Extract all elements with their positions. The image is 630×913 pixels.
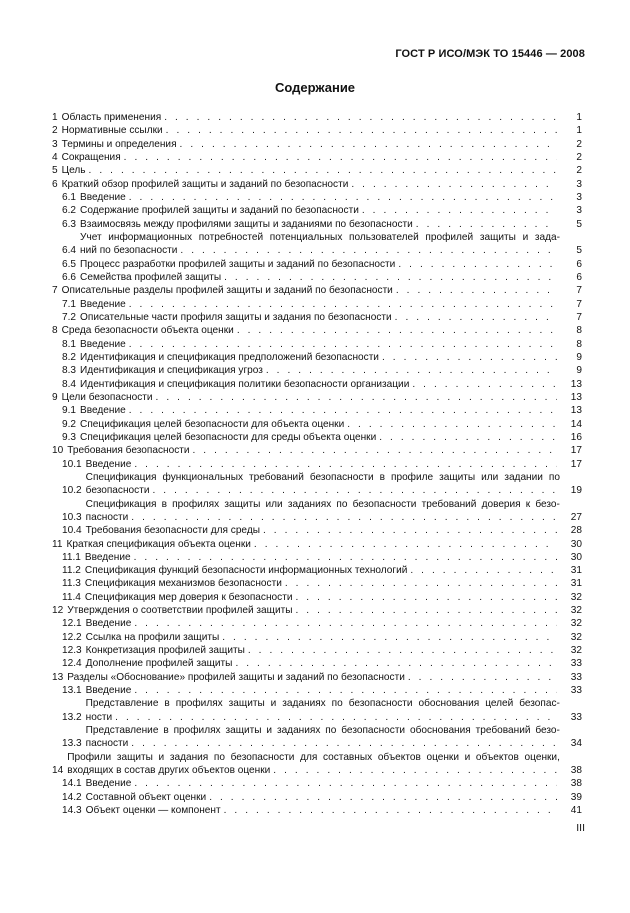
toc-entry-number: 12.3 [62, 645, 82, 657]
toc-entry[interactable] [52, 218, 582, 231]
toc-entry-page: 28 [570, 525, 582, 537]
toc-entry-number: 12.2 [62, 631, 82, 643]
toc-entry[interactable] [52, 644, 582, 657]
toc-entry-title: Идентификация и спецификация предположений безопасности [80, 351, 379, 363]
toc-entry-number: 10.3 [62, 511, 82, 523]
toc-entry[interactable] [52, 151, 582, 164]
toc-entry-title: пасности [85, 738, 129, 750]
toc-entry-title-line: Учет информационных потребностей потенциальных пользователей профилей защиты и зада- [80, 231, 560, 243]
toc-entry-title: Спецификация мер доверия к безопасности [84, 591, 293, 603]
toc-entry-title: Сокращения [61, 151, 121, 163]
toc-entry[interactable] [52, 671, 582, 684]
toc-entry[interactable] [52, 231, 582, 258]
dot-leader [209, 791, 557, 804]
toc-entry-title: Цель [61, 165, 86, 177]
toc-entry-number: 14.2 [62, 791, 82, 803]
toc-entry-page: 9 [576, 351, 582, 363]
dot-leader [193, 444, 558, 457]
dot-leader [382, 351, 557, 364]
toc-entry-title-line: Представление в профилях защиты и заданиях по безопасности обоснования требований безо- [85, 725, 560, 737]
toc-entry-page: 41 [570, 805, 582, 817]
toc-entry-number: 9.2 [62, 418, 77, 430]
dot-leader [124, 151, 557, 164]
toc-entry-number: 12 [52, 605, 64, 617]
toc-entry-title: Спецификация целей безопасности для среды объекта оценки [80, 431, 377, 443]
dot-leader [296, 604, 558, 617]
dot-leader [224, 271, 557, 284]
toc-entry-title: Требования безопасности [67, 445, 190, 457]
toc-entry[interactable] [52, 284, 582, 297]
toc-entry-title: ности [85, 711, 113, 723]
toc-entry[interactable] [52, 538, 582, 551]
toc-entry-title: Цели безопасности [61, 391, 153, 403]
toc-entry-title-line: Профили защиты и задания по безопасности для составных объектов оценки и объектов оценки, [67, 751, 560, 763]
toc-entry-title: безопасности [85, 485, 150, 497]
toc-entry-number: 12.1 [62, 618, 82, 630]
toc-entry-title: Краткая спецификация объекта оценки [66, 538, 251, 550]
toc-entry-number: 4 [52, 151, 58, 163]
dot-leader [129, 404, 557, 417]
toc-entry[interactable] [52, 724, 582, 751]
toc-entry-number: 13 [52, 671, 64, 683]
toc-entry[interactable] [52, 551, 582, 564]
dot-leader [134, 684, 557, 697]
toc-entry-page: 3 [576, 205, 582, 217]
toc-entry[interactable] [52, 684, 582, 697]
toc-entry[interactable] [52, 617, 582, 630]
toc-entry-page: 2 [576, 138, 582, 150]
dot-leader [408, 671, 557, 684]
toc-entry-number: 11 [52, 538, 63, 550]
toc-entry-page: 2 [576, 165, 582, 177]
dot-leader [398, 258, 557, 271]
toc-entry-page: 32 [570, 618, 582, 630]
toc-entry[interactable] [52, 178, 582, 191]
toc-entry-page: 8 [576, 325, 582, 337]
dot-leader [180, 138, 557, 151]
dot-leader [129, 338, 557, 351]
toc-entry-number: 6.2 [62, 205, 77, 217]
dot-leader [222, 631, 557, 644]
toc-entry-page: 17 [570, 458, 582, 470]
toc-entry[interactable] [52, 431, 582, 444]
toc-entry[interactable] [52, 138, 582, 151]
toc-entry-page: 6 [576, 271, 582, 283]
toc-entry-number: 8 [52, 325, 58, 337]
toc-entry[interactable] [52, 404, 582, 417]
toc-entry-number: 11.1 [62, 551, 81, 563]
toc-entry-page: 13 [570, 391, 582, 403]
toc-entry-title: Взаимосвязь между профилями защиты и заданиями по безопасности [80, 218, 413, 230]
toc-entry-page: 3 [576, 191, 582, 203]
toc-entry-number: 7.1 [62, 298, 77, 310]
toc-entry-title: Спецификация механизмов безопасности [84, 578, 282, 590]
toc-entry-page: 2 [576, 151, 582, 163]
toc-entry[interactable] [52, 604, 582, 617]
toc-entry-number: 11.3 [62, 578, 81, 590]
toc-entry[interactable] [52, 378, 582, 391]
toc-entry-page: 7 [576, 285, 582, 297]
dot-leader [266, 364, 557, 377]
toc-entry[interactable] [52, 524, 582, 537]
toc-entry-title: Утверждения о соответствии профилей защиты [67, 605, 293, 617]
dot-leader [156, 391, 557, 404]
toc-entry-page: 32 [570, 605, 582, 617]
dot-leader [396, 284, 557, 297]
toc-title: Содержание [274, 80, 356, 95]
toc-entry-title: Нормативные ссылки [61, 125, 163, 137]
toc-entry-page: 31 [570, 565, 582, 577]
toc-entry-page: 30 [570, 551, 582, 563]
toc-entry-title: Конкретизация профилей защиты [85, 645, 245, 657]
toc-entry-number: 11.2 [62, 565, 81, 577]
dot-leader [129, 298, 557, 311]
toc-entry-title: Идентификация и спецификация угроз [80, 365, 263, 377]
toc-entry-page: 14 [570, 418, 582, 430]
dot-leader [164, 111, 557, 124]
toc-entry-number: 10.1 [62, 458, 82, 470]
toc-entry[interactable] [52, 351, 582, 364]
toc-entry-page: 13 [570, 405, 582, 417]
toc-entry[interactable] [52, 751, 582, 778]
toc-entry[interactable] [52, 444, 582, 457]
toc-entry-page: 39 [570, 791, 582, 803]
toc-entry-number: 12.4 [62, 658, 82, 670]
toc-entry[interactable] [52, 111, 582, 124]
toc-entry[interactable] [52, 258, 582, 271]
toc-entry-page: 34 [570, 738, 582, 750]
toc-entry-number: 9.3 [62, 431, 77, 443]
toc-entry-page: 13 [570, 378, 582, 390]
toc-entry-title: Введение [80, 338, 126, 350]
toc-entry-number: 6.5 [62, 258, 77, 270]
toc-entry-page: 16 [570, 431, 582, 443]
toc-entry-number: 6 [52, 178, 58, 190]
toc-entry-number: 9 [52, 391, 58, 403]
toc-entry-number: 7.2 [62, 311, 77, 323]
toc-entry[interactable] [52, 364, 582, 377]
page-number: III [576, 822, 585, 834]
dot-leader [248, 644, 557, 657]
toc-entry[interactable] [52, 564, 582, 577]
toc-entry-page: 7 [576, 298, 582, 310]
toc-entry-page: 3 [576, 178, 582, 190]
toc-entry-title: Введение [85, 778, 132, 790]
toc-entry[interactable] [52, 471, 582, 498]
toc-entry-title-line: Представление в профилях защиты и заданиях по безопасности обоснования целей безопас- [85, 698, 560, 710]
dot-leader [295, 591, 557, 604]
toc-entry-title: Краткий обзор профилей защиты и заданий по безопасности [61, 178, 349, 190]
dot-leader [180, 244, 557, 257]
dot-leader [134, 617, 557, 630]
dot-leader [224, 804, 557, 817]
toc-entry-title: Область применения [61, 112, 162, 123]
dot-leader [131, 737, 557, 750]
toc-entry[interactable] [52, 271, 582, 284]
toc-entry[interactable] [52, 311, 582, 324]
toc-entry-title: Разделы «Обоснование» профилей защиты и заданий по безопасности [67, 671, 405, 683]
toc-entry-page: 19 [570, 485, 582, 497]
toc-entry-number: 8.2 [62, 351, 77, 363]
dot-leader [235, 657, 557, 670]
dot-leader [131, 511, 557, 524]
toc-entry[interactable] [52, 164, 582, 177]
toc-entry-page: 5 [576, 245, 582, 257]
toc-entry-page: 6 [576, 258, 582, 270]
toc-entry-title: Введение [80, 191, 126, 203]
dot-leader [237, 324, 557, 337]
toc-entry-page: 38 [570, 765, 582, 777]
toc-entry-number: 9.1 [62, 405, 77, 417]
toc-entry-page: 9 [576, 365, 582, 377]
toc-entry-title-line: Спецификация функциональных требований безопасности в профиле защиты или задании по [85, 471, 560, 483]
toc-entry-number: 14.3 [62, 805, 82, 817]
toc-entry-page: 32 [570, 645, 582, 657]
toc-entry[interactable] [52, 338, 582, 351]
dot-leader [395, 311, 557, 324]
toc-entry-title: Требования безопасности для среды [85, 525, 260, 537]
toc-entry-number: 14.1 [62, 778, 82, 790]
standard-header: ГОСТ Р ИСО/МЭК ТО 15446 — 2008 [395, 48, 585, 60]
toc-entry-number: 8.3 [62, 365, 77, 377]
toc-entry-title: ний по безопасности [80, 245, 178, 257]
dot-leader [152, 484, 557, 497]
toc-entry-page: 7 [576, 311, 582, 323]
dot-leader [362, 204, 557, 217]
toc-entry-title: Объект оценки — компонент [85, 805, 221, 817]
toc-entry-title: Введение [80, 405, 126, 417]
toc-entry-title: Семейства профилей защиты [80, 271, 222, 283]
toc-entry-page: 1 [576, 112, 582, 123]
toc-entry[interactable] [52, 191, 582, 204]
toc-entry-title: Содержание профилей защиты и заданий по безопасности [80, 205, 359, 217]
toc-entry[interactable] [52, 324, 582, 337]
toc-entry-number: 7 [52, 285, 58, 297]
toc-entry[interactable] [52, 657, 582, 670]
toc-entry-number: 6.4 [62, 245, 77, 257]
toc-entry-number: 6.3 [62, 218, 77, 230]
toc-entry-page: 1 [576, 125, 582, 137]
toc-entry-page: 33 [570, 671, 582, 683]
toc-entry-number: 10.4 [62, 525, 82, 537]
toc-entry-title: Спецификация целей безопасности для объекта оценки [80, 418, 345, 430]
toc-entry-page: 33 [570, 711, 582, 723]
dot-leader [273, 764, 557, 777]
toc-entry[interactable] [52, 498, 582, 525]
toc-entry-number: 10.2 [62, 485, 82, 497]
toc-entry[interactable] [52, 391, 582, 404]
toc-entry-title: Описательные части профиля защиты и задания по безопасности [80, 311, 392, 323]
toc-entry[interactable] [52, 777, 582, 790]
dot-leader [351, 178, 557, 191]
dot-leader [379, 431, 557, 444]
toc-entry-number: 8.4 [62, 378, 77, 390]
toc-entry-number: 1 [52, 112, 58, 123]
toc-entry-title: Введение [84, 551, 131, 563]
toc-entry-title: Термины и определения [61, 138, 177, 150]
toc-entry-title: входящих в состав других объектов оценки [67, 765, 271, 777]
dot-leader [134, 458, 557, 471]
toc-entry[interactable] [52, 298, 582, 311]
toc-entry[interactable] [52, 418, 582, 431]
dot-leader [410, 564, 557, 577]
toc-entry-title: Введение [85, 685, 132, 697]
dot-leader [285, 577, 557, 590]
toc-entry-title: Введение [80, 298, 126, 310]
toc-entry-number: 14 [52, 765, 64, 777]
toc-entry[interactable] [52, 577, 582, 590]
dot-leader [115, 711, 557, 724]
toc-entry[interactable] [52, 697, 582, 724]
dot-leader [412, 378, 557, 391]
toc-entry-title: пасности [85, 511, 129, 523]
toc-entry[interactable] [52, 591, 582, 604]
toc-entry-page: 5 [576, 218, 582, 230]
dot-leader [134, 777, 557, 790]
dot-leader [89, 164, 557, 177]
toc-entry-title: Составной объект оценки [85, 791, 207, 803]
toc-entry-page: 17 [570, 445, 582, 457]
toc-entry[interactable] [52, 458, 582, 471]
toc-entry-number: 5 [52, 165, 58, 177]
toc-entry-number: 2 [52, 125, 58, 137]
toc-entry-number: 8.1 [62, 338, 77, 350]
toc-entry-number: 13.1 [62, 685, 82, 697]
toc-entry-number: 13.3 [62, 738, 82, 750]
toc-entry-title: Ссылка на профили защиты [85, 631, 220, 643]
toc-entry-page: 30 [570, 538, 582, 550]
dot-leader [166, 124, 557, 137]
dot-leader [263, 524, 557, 537]
toc-entry-page: 32 [570, 631, 582, 643]
dot-leader [416, 218, 557, 231]
toc-entry-number: 3 [52, 138, 58, 150]
toc-entry-title-line: Спецификация в профилях защиты или заданиях по безопасности требований доверия к безо- [85, 498, 560, 510]
toc-entry-page: 33 [570, 685, 582, 697]
toc-entry[interactable] [52, 791, 582, 804]
toc-entry-page: 31 [570, 578, 582, 590]
dot-leader [254, 538, 557, 551]
dot-leader [347, 418, 557, 431]
toc-entry-page: 33 [570, 658, 582, 670]
toc-entry-number: 11.4 [62, 591, 81, 603]
toc-entry-title: Среда безопасности объекта оценки [61, 325, 234, 337]
toc-entry-page: 32 [570, 591, 582, 603]
toc-entry-number: 6.6 [62, 271, 77, 283]
toc-entry[interactable] [52, 124, 582, 137]
toc-entry-title: Дополнение профилей защиты [85, 658, 233, 670]
toc-entry-title: Введение [85, 458, 132, 470]
toc-entry-number: 6.1 [62, 191, 77, 203]
toc-entry-page: 8 [576, 338, 582, 350]
toc-entry-title: Описательные разделы профилей защиты и заданий по безопасности [61, 285, 393, 297]
dot-leader [129, 191, 557, 204]
toc-entry-title: Идентификация и спецификация политики безопасности организации [80, 378, 410, 390]
toc-entry-number: 13.2 [62, 711, 82, 723]
toc-entry-number: 10 [52, 445, 64, 457]
toc-entry-title: Процесс разработки профилей защиты и заданий по безопасности [80, 258, 396, 270]
toc-entry[interactable] [52, 631, 582, 644]
toc-entry-title: Введение [85, 618, 132, 630]
toc-entry-title: Спецификация функций безопасности информационных технологий [84, 565, 408, 577]
table-of-contents [52, 111, 582, 817]
toc-entry-page: 27 [570, 511, 582, 523]
toc-entry[interactable] [52, 204, 582, 217]
dot-leader [134, 551, 557, 564]
toc-entry[interactable] [52, 804, 582, 817]
toc-entry-page: 38 [570, 778, 582, 790]
